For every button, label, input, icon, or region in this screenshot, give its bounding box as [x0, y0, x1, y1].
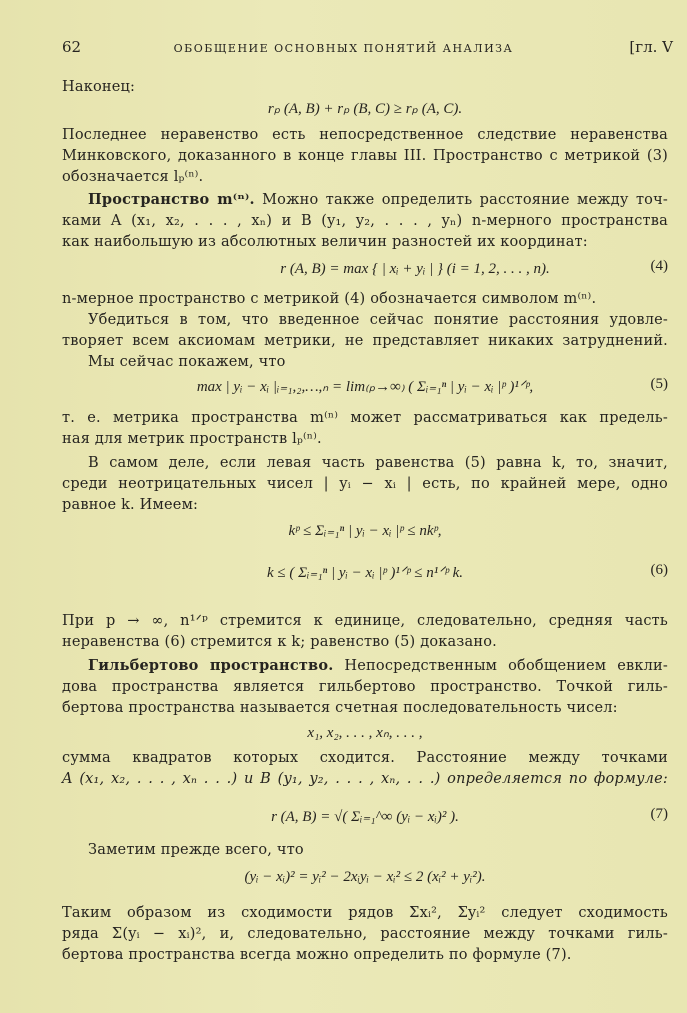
sequence-equation: x₁, x₂, . . . , xₙ, . . . , — [307, 725, 423, 741]
text-line: n-мерное пространство с метрикой (4) обозначается символом m⁽ⁿ⁾. — [62, 291, 597, 307]
equation-number: (7) — [650, 806, 668, 822]
page-number: 62 — [62, 38, 82, 56]
text-line: Заметим прежде всего, что — [88, 842, 304, 858]
text-line: равное k. Имеем: — [62, 497, 199, 513]
text-line: В самом деле, если левая часть равенства (5) равна k, то, значит, — [88, 455, 668, 471]
equation-number: (4) — [650, 258, 668, 274]
equation-5: max | yᵢ − xᵢ |ᵢ₌₁,₂,…,ₙ = lim₍ₚ→∞₎ ( Σᵢ₌₁ⁿ | yᵢ − xᵢ |ᵖ )¹ᐟᵖ, — [196, 379, 534, 395]
equation-4: r (A, B) = max { | xᵢ + yᵢ | } (i = 1, 2, . . . , n). — [280, 261, 550, 277]
running-title: ОБОБЩЕНИЕ ОСНОВНЫХ ПОНЯТИЙ АНАЛИЗА — [173, 42, 514, 55]
text-line: обозначается lₚ⁽ⁿ⁾. — [62, 169, 204, 185]
equation-7: r (A, B) = √( Σᵢ₌₁^∞ (yᵢ − xᵢ)² ). — [271, 809, 459, 825]
text-line: творяет всем аксиомам метрики, не представляет никаких затруднений. — [62, 333, 668, 349]
section-heading: Гильбертово пространство. — [88, 657, 334, 674]
text-line: Наконец: — [62, 79, 136, 95]
text-line: неравенства (6) стремится к k; равенство (5) доказано. — [62, 634, 497, 650]
text-line: как наибольшую из абсолютных величин разностей их координат: — [62, 234, 588, 250]
equation-8: (yᵢ − xᵢ)² = yᵢ² − 2xᵢyᵢ − xᵢ² ≤ 2 (xᵢ² + yᵢ²). — [244, 869, 486, 885]
equation-number: (6) — [650, 562, 668, 578]
text-line: При p → ∞, n¹ᐟᵖ стремится к единице, следовательно, средняя часть — [62, 613, 668, 629]
text-line: т. е. метрика пространства m⁽ⁿ⁾ может рассматриваться как предель- — [62, 410, 668, 426]
text-line: дова пространства является гильбертово пространство. Точкой гиль- — [62, 679, 668, 695]
text-line: Мы сейчас покажем, что — [88, 354, 286, 370]
text-line — [88, 656, 668, 676]
text-line: среди неотрицательных чисел | yᵢ − xᵢ | есть, по крайней мере, одно — [62, 476, 668, 492]
text-line: Минковского, доказанного в конце главы III. Пространство с метрикой (3) — [62, 148, 668, 164]
text-line: бертова пространства всегда можно определить по формуле (7). — [62, 947, 572, 963]
text-line: Таким образом из сходимости рядов Σxᵢ², Σyᵢ² следует сходимость — [62, 905, 668, 921]
equation-number: (5) — [650, 376, 668, 392]
text-line: ная для метрик пространств lₚ⁽ⁿ⁾. — [62, 431, 322, 447]
text-line: бертова пространства называется счетная последовательность чисел: — [62, 700, 618, 716]
text-line: Последнее неравенство есть непосредственное следствие неравенства — [62, 127, 668, 143]
equation-6a: kᵖ ≤ Σᵢ₌₁ⁿ | yᵢ − xᵢ |ᵖ ≤ nkᵖ, — [288, 523, 442, 539]
chapter-label: [гл. V — [629, 38, 673, 56]
text-span: Можно также определить расстояние между точ- — [254, 192, 668, 208]
text-line: A (x₁, x₂, . . . , xₙ . . .) и B (y₁, y₂, . . . , xₙ, . . .) определяется по формуле: — [62, 771, 668, 787]
section-heading: Пространство m⁽ⁿ⁾. — [88, 191, 255, 208]
text-span: Непосредственным обобщением евкли- — [333, 658, 668, 674]
equation-6b: k ≤ ( Σᵢ₌₁ⁿ | yᵢ − xᵢ |ᵖ )¹ᐟᵖ ≤ n¹ᐟᵖ k. — [266, 565, 463, 581]
text-line — [88, 190, 668, 210]
text-line: сумма квадратов которых сходится. Расстояние между точками — [62, 750, 668, 766]
text-line: ками A (x₁, x₂, . . . , xₙ) и B (y₁, y₂, . . . , yₙ) n-мерного пространства — [62, 213, 668, 229]
text-line: ряда Σ(yᵢ − xᵢ)², и, следовательно, расстояние между точками гиль- — [62, 926, 668, 942]
equation: rₚ (A, B) + rₚ (B, C) ≥ rₚ (A, C). — [267, 101, 463, 117]
text-line: Убедиться в том, что введенное сейчас понятие расстояния удовле- — [88, 312, 668, 328]
